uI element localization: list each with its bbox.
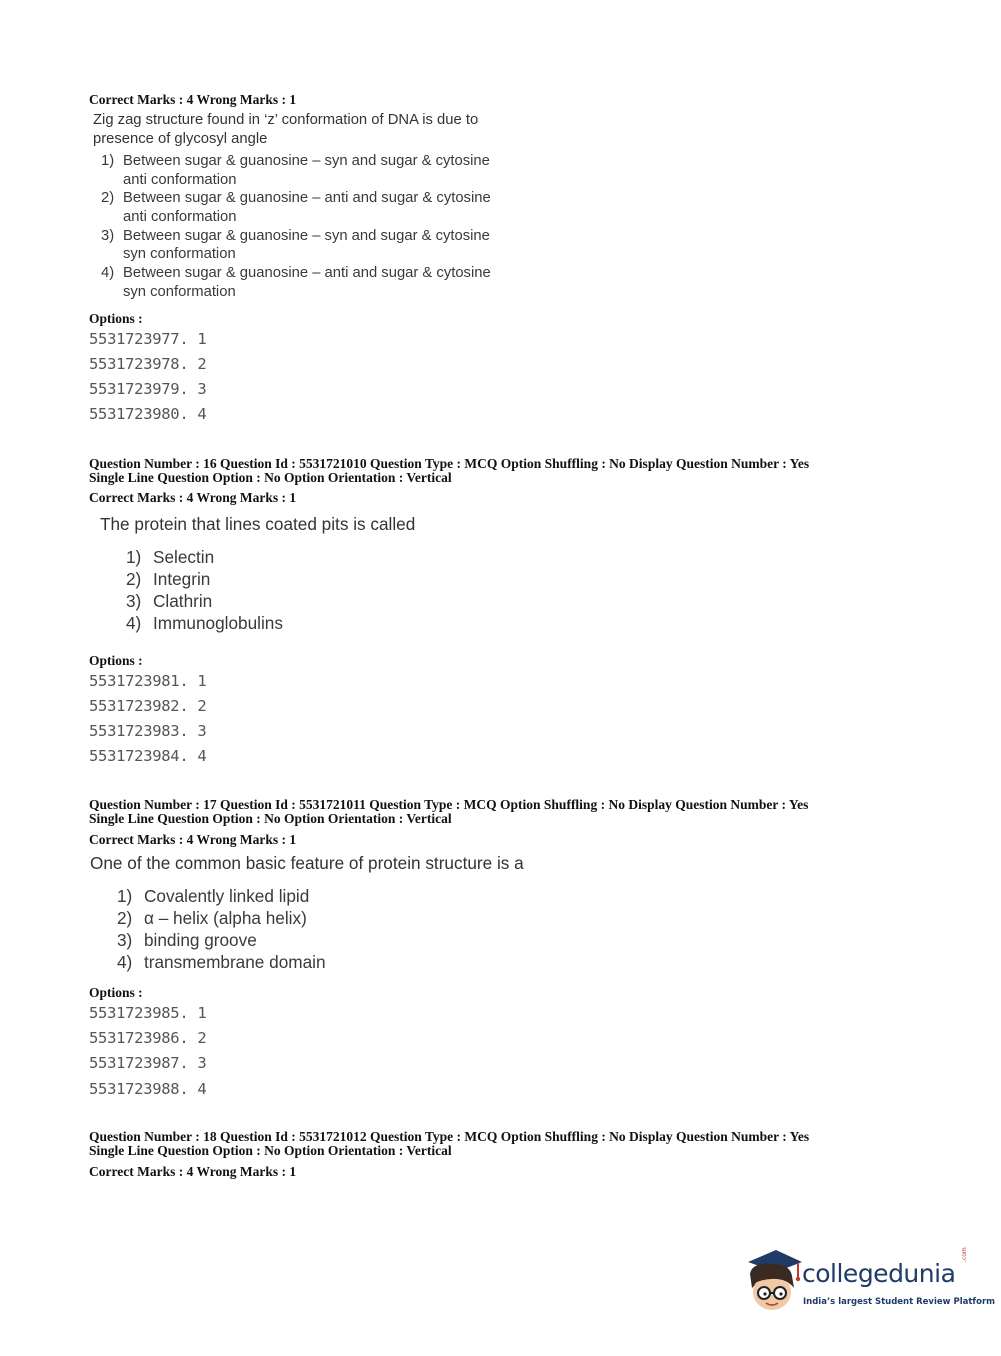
choice-text: Between sugar & guanosine – syn and sugar & cytosine: [123, 228, 490, 244]
q17-marks: Correct Marks : 4 Wrong Marks : 1: [89, 832, 297, 847]
choice-number: 3): [117, 930, 133, 950]
q15-choice-3: [101, 228, 490, 244]
choice-text: Clathrin: [153, 591, 213, 611]
choice-text: Integrin: [153, 569, 211, 589]
q16-marks: Correct Marks : 4 Wrong Marks : 1: [89, 490, 297, 505]
q15-text-line2: presence of glycosyl angle: [93, 131, 268, 147]
choice-number: 1): [126, 547, 142, 567]
choice-text: Between sugar & guanosine – anti and sugar & cytosine: [123, 265, 491, 281]
choice-number: 2): [117, 908, 133, 928]
choice-number: 3): [126, 591, 142, 611]
q15-option-id-2: 5531723978. 2: [89, 355, 207, 373]
mascot-icon: [742, 1248, 804, 1320]
q17-option-id-4: 5531723988. 4: [89, 1080, 207, 1098]
choice-text: Selectin: [153, 547, 215, 567]
logo-tagline: India’s largest Student Review Platform: [803, 1297, 995, 1307]
q15-choice-2: [101, 190, 491, 206]
q16-text: The protein that lines coated pits is called: [100, 514, 416, 534]
choice-text: Between sugar & guanosine – syn and sugar & cytosine: [123, 153, 490, 169]
q16-option-id-4: 5531723984. 4: [89, 747, 207, 765]
q17-header-line1: Question Number : 17 Question Id : 5531721011 Question Type : MCQ Option Shuffling : No Display Question Number : Yes: [89, 797, 809, 812]
q17-option-id-2: 5531723986. 2: [89, 1029, 207, 1047]
logo-domain-suffix: .com: [961, 1247, 968, 1262]
q15-option-id-4: 5531723980. 4: [89, 405, 207, 423]
choice-number: 4): [101, 265, 115, 281]
q17-choice-1: [117, 886, 309, 907]
q18-marks: Correct Marks : 4 Wrong Marks : 1: [89, 1164, 297, 1179]
q16-option-id-2: 5531723982. 2: [89, 697, 207, 715]
q15-options-label: Options :: [89, 311, 143, 326]
choice-number: 4): [126, 613, 142, 633]
q17-choice-2: [117, 908, 307, 929]
q18-header-line2: Single Line Question Option : No Option Orientation : Vertical: [89, 1143, 452, 1158]
choice-text: Covalently linked lipid: [144, 886, 310, 906]
choice-text: α – helix (alpha helix): [144, 908, 307, 928]
q17-option-id-3: 5531723987. 3: [89, 1054, 207, 1072]
q15-choice-3-cont: syn conformation: [123, 246, 236, 262]
choice-number: 2): [126, 569, 142, 589]
q15-choice-4: [101, 265, 491, 281]
choice-text: transmembrane domain: [144, 952, 326, 972]
q16-choice-1: [126, 547, 214, 568]
choice-text: Between sugar & guanosine – anti and sugar & cytosine: [123, 190, 491, 206]
choice-number: 4): [117, 952, 133, 972]
choice-number: 2): [101, 190, 115, 206]
q18-header-line1: Question Number : 18 Question Id : 5531721012 Question Type : MCQ Option Shuffling : No Display Question Number : Yes: [89, 1129, 810, 1144]
choice-number: 1): [117, 886, 133, 906]
q16-header-line2: Single Line Question Option : No Option Orientation : Vertical: [89, 470, 452, 485]
choice-number: 3): [101, 228, 115, 244]
q17-choice-4: [117, 952, 326, 973]
q15-option-id-1: 5531723977. 1: [89, 330, 207, 348]
q15-text-line1: Zig zag structure found in ‘z’ conformation of DNA is due to: [93, 112, 479, 128]
q15-option-id-3: 5531723979. 3: [89, 380, 207, 398]
collegedunia-logo[interactable]: [742, 1247, 995, 1320]
choice-text: binding groove: [144, 930, 257, 950]
q16-option-id-1: 5531723981. 1: [89, 672, 207, 690]
q16-options-label: Options :: [89, 653, 143, 668]
q16-choice-4: [126, 613, 283, 634]
q17-options-label: Options :: [89, 985, 143, 1000]
q16-option-id-3: 5531723983. 3: [89, 722, 207, 740]
logo-wordmark: collegedunia: [802, 1259, 956, 1288]
q17-header-line2: Single Line Question Option : No Option Orientation : Vertical: [89, 811, 452, 826]
choice-text: Immunoglobulins: [153, 613, 283, 633]
q15-choice-1-cont: anti conformation: [123, 172, 237, 188]
q17-option-id-1: 5531723985. 1: [89, 1004, 207, 1022]
q16-header-line1: Question Number : 16 Question Id : 5531721010 Question Type : MCQ Option Shuffling : No Display Question Number : Yes: [89, 456, 810, 471]
q15-choice-1: [101, 153, 490, 169]
q16-choice-2: [126, 569, 210, 590]
q15-choice-4-cont: syn conformation: [123, 284, 236, 300]
q16-choice-3: [126, 591, 212, 612]
q17-text: One of the common basic feature of protein structure is a: [90, 853, 524, 873]
choice-number: 1): [101, 153, 115, 169]
q15-marks: Correct Marks : 4 Wrong Marks : 1: [89, 92, 297, 107]
q15-choice-2-cont: anti conformation: [123, 209, 237, 225]
q17-choice-3: [117, 930, 257, 951]
